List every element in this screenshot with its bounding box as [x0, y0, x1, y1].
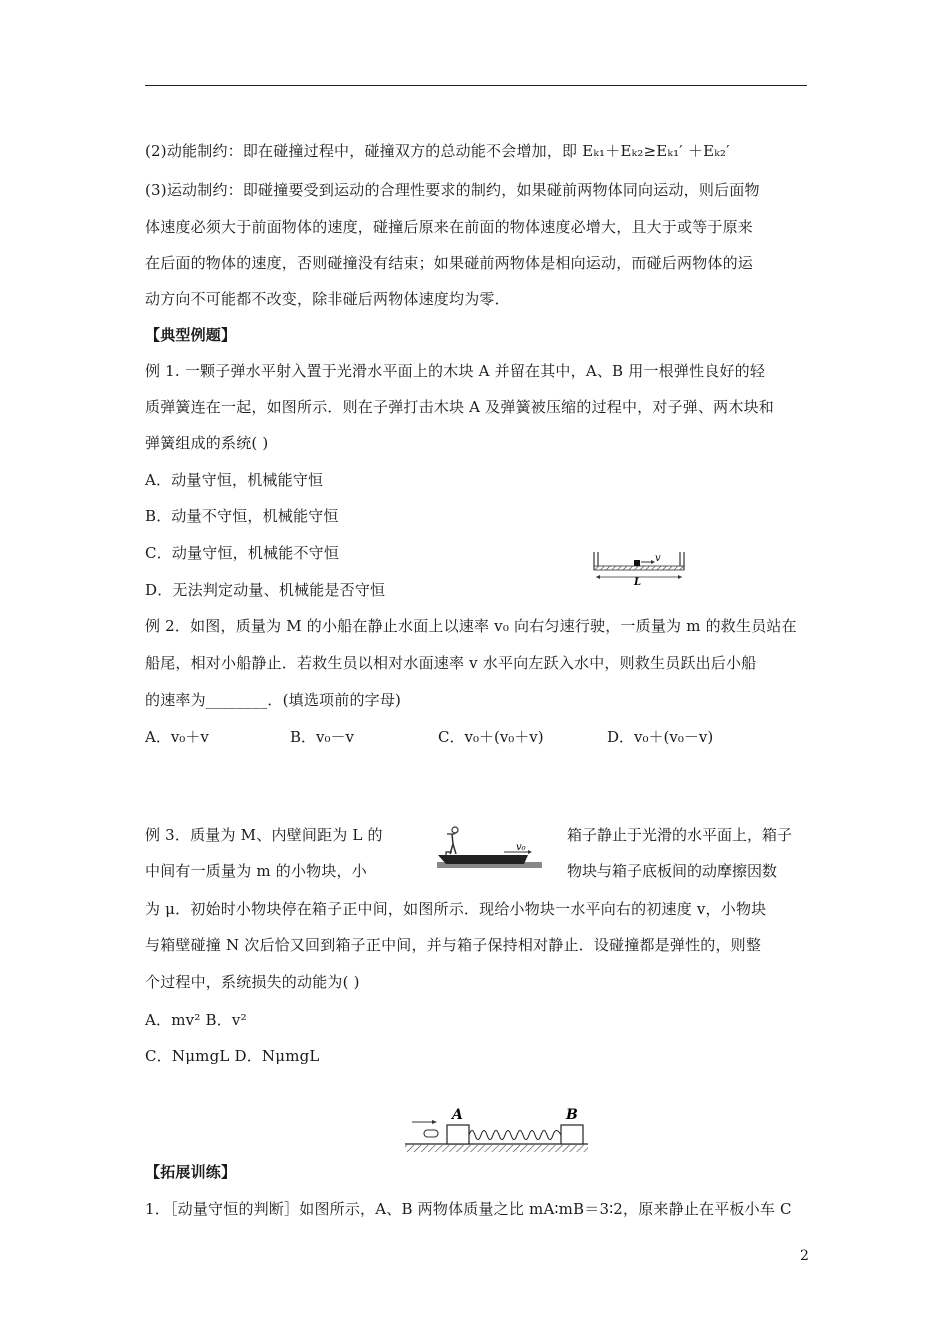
- text-line: 弹簧组成的系统( ): [145, 434, 269, 452]
- text-line: 体速度必须大于前面物体的速度，碰撞后原来在前面的物体速度必增大，且大于或等于原来: [145, 218, 754, 236]
- text-line: 例 3．质量为 M、内壁间距为 L 的: [145, 826, 383, 844]
- text-line: 质弹簧连在一起，如图所示．则在子弹打击木块 A 及弹簧被压缩的过程中，对子弹、两木块和: [145, 398, 774, 416]
- page-number: 2: [800, 1248, 809, 1264]
- text-line: (2)动能制约：即在碰撞过程中，碰撞双方的总动能不会增加，即 Eₖ₁＋Eₖ₂≥Eₖ₁′ ＋Eₖ₂′: [145, 142, 730, 160]
- text-line: 物块与箱子底板间的动摩擦因数: [567, 862, 778, 880]
- section-heading: 【拓展训练】: [145, 1163, 237, 1181]
- option-b: B．动量不守恒，机械能守恒: [145, 507, 339, 525]
- option-a: A．v₀＋v: [145, 728, 209, 746]
- option-c: C．动量守恒，机械能不守恒: [145, 544, 340, 562]
- velocity-label: v₀: [516, 842, 526, 853]
- option-b: B．v₀－v: [290, 728, 354, 746]
- text-line: 例 1. 一颗子弹水平射入置于光滑水平面上的木块 A 并留在其中，A、B 用一根弹性良好的轻: [145, 362, 766, 380]
- text-line: 与箱壁碰撞 N 次后恰又回到箱子正中间，并与箱子保持相对静止．设碰撞都是弹性的，则整: [145, 936, 762, 954]
- option-a: A．动量守恒，机械能守恒: [145, 471, 324, 489]
- block-a-label: A: [452, 1107, 463, 1123]
- block-b-label: B: [566, 1107, 578, 1123]
- text-line: 动方向不可能都不改变，除非碰后两物体速度均为零．: [145, 290, 510, 308]
- text-line: 中间有一质量为 m 的小物块，小: [145, 862, 367, 880]
- section-heading: 【典型例题】: [145, 326, 237, 344]
- option-d: D．v₀＋(v₀－v): [607, 728, 714, 746]
- text-line: 例 2．如图，质量为 M 的小船在静止水面上以速率 v₀ 向右匀速行驶，一质量为 m 的救生员站在: [145, 617, 797, 635]
- option-cd: C．NμmgL D．NμmgL: [145, 1047, 320, 1065]
- text-line: 箱子静止于光滑的水平面上，箱子: [567, 826, 793, 844]
- text-line: 1．［动量守恒的判断］如图所示，A、B 两物体质量之比 mA∶mB＝3∶2，原来静止在平板小车 C: [145, 1200, 792, 1218]
- text-line: 的速率为________．(填选项前的字母): [145, 691, 402, 709]
- text-line: 船尾，相对小船静止．若救生员以相对水面速率 v 水平向左跃入水中，则救生员跃出后小船: [145, 654, 757, 672]
- option-c: C．v₀＋(v₀＋v): [438, 728, 544, 746]
- length-label: L: [634, 577, 642, 588]
- box-figure: [588, 548, 690, 588]
- text-line: 在后面的物体的速度，否则碰撞没有结束；如果碰前两物体是相向运动，而碰后两物体的运: [145, 254, 754, 272]
- spring-figure: [400, 1102, 592, 1156]
- velocity-label: v: [655, 553, 661, 564]
- option-ab: A．mv² B．v²: [145, 1011, 247, 1029]
- text-line: 为 μ．初始时小物块停在箱子正中间，如图所示．现给小物块一水平向右的初速度 v，小物块: [145, 900, 767, 918]
- option-d: D．无法判定动量、机械能是否守恒: [145, 581, 386, 599]
- text-line: 个过程中，系统损失的动能为( ): [145, 973, 360, 991]
- header-rule: [145, 85, 807, 86]
- boat-figure: [432, 822, 547, 876]
- text-line: (3)运动制约：即碰撞要受到运动的合理性要求的制约，如果碰前两物体同向运动，则后面物: [145, 181, 760, 199]
